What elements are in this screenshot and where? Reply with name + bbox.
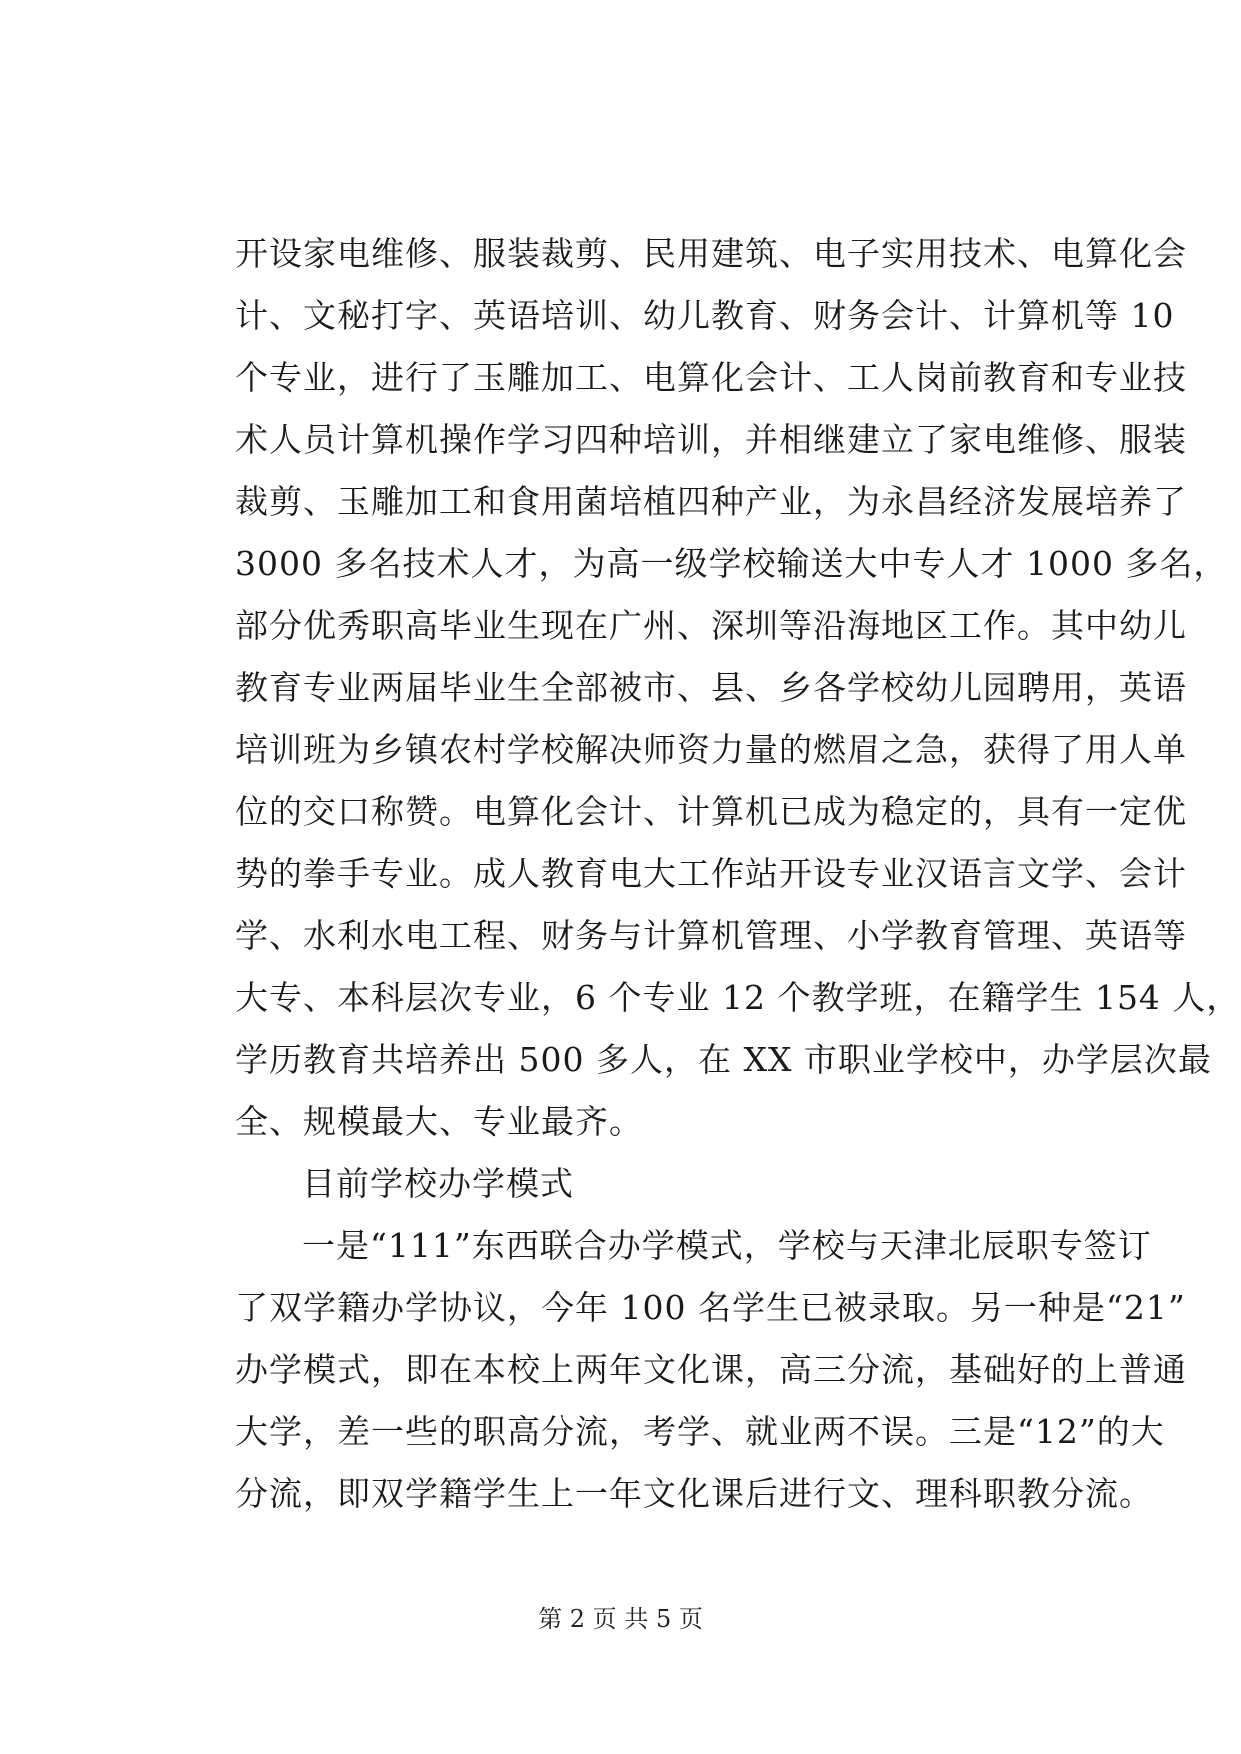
body-text-line: 培训班为乡镇农村学校解决师资力量的燃眉之急，获得了用人单 — [235, 730, 1187, 769]
page-number-footer: 第 2 页 共 5 页 — [538, 1605, 703, 1633]
body-text-line: 部分优秀职高毕业生现在广州、深圳等沿海地区工作。其中幼儿 — [235, 606, 1187, 645]
body-text-line: 学历教育共培养出 500 多人，在 XX 市职业学校中，办学层次最 — [235, 1040, 1212, 1079]
body-text-line: 计、文秘打字、英语培训、幼儿教育、财务会计、计算机等 10 — [235, 296, 1175, 335]
body-text-line: 个专业，进行了玉雕加工、电算化会计、工人岗前教育和专业技 — [235, 358, 1187, 397]
body-text-line: 开设家电维修、服装裁剪、民用建筑、电子实用技术、电算化会 — [235, 234, 1187, 273]
body-text-line: 裁剪、玉雕加工和食用菌培植四种产业，为永昌经济发展培养了 — [235, 482, 1187, 521]
body-text-line: 一是“111”东西联合办学模式，学校与天津北辰职专签订 — [302, 1226, 1152, 1265]
body-text-line: 势的拳手专业。成人教育电大工作站开设专业汉语言文学、会计 — [235, 854, 1187, 893]
body-text-line: 全、规模最大、专业最齐。 — [235, 1102, 643, 1141]
body-text-line: 了双学籍办学协议，今年 100 名学生已被录取。另一种是“21” — [235, 1288, 1186, 1327]
body-text-line: 大学，差一些的职高分流，考学、就业两不误。三是“12”的大 — [235, 1412, 1165, 1451]
body-text-line: 大专、本科层次专业，6 个专业 12 个教学班，在籍学生 154 人， — [235, 978, 1241, 1017]
body-text-line: 办学模式，即在本校上两年文化课，高三分流，基础好的上普通 — [235, 1350, 1187, 1389]
body-text-line: 教育专业两届毕业生全部被市、县、乡各学校幼儿园聘用，英语 — [235, 668, 1187, 707]
body-text-line: 分流，即双学籍学生上一年文化课后进行文、理科职教分流。 — [235, 1474, 1153, 1513]
body-text-line: 位的交口称赞。电算化会计、计算机已成为稳定的，具有一定优 — [235, 792, 1187, 831]
body-text-line: 学、水利水电工程、财务与计算机管理、小学教育管理、英语等 — [235, 916, 1187, 955]
section-heading: 目前学校办学模式 — [302, 1164, 574, 1203]
body-text-line: 术人员计算机操作学习四种培训，并相继建立了家电维修、服装 — [235, 420, 1187, 459]
body-text-line: 3000 多名技术人才，为高一级学校输送大中专人才 1000 多名， — [235, 544, 1228, 583]
